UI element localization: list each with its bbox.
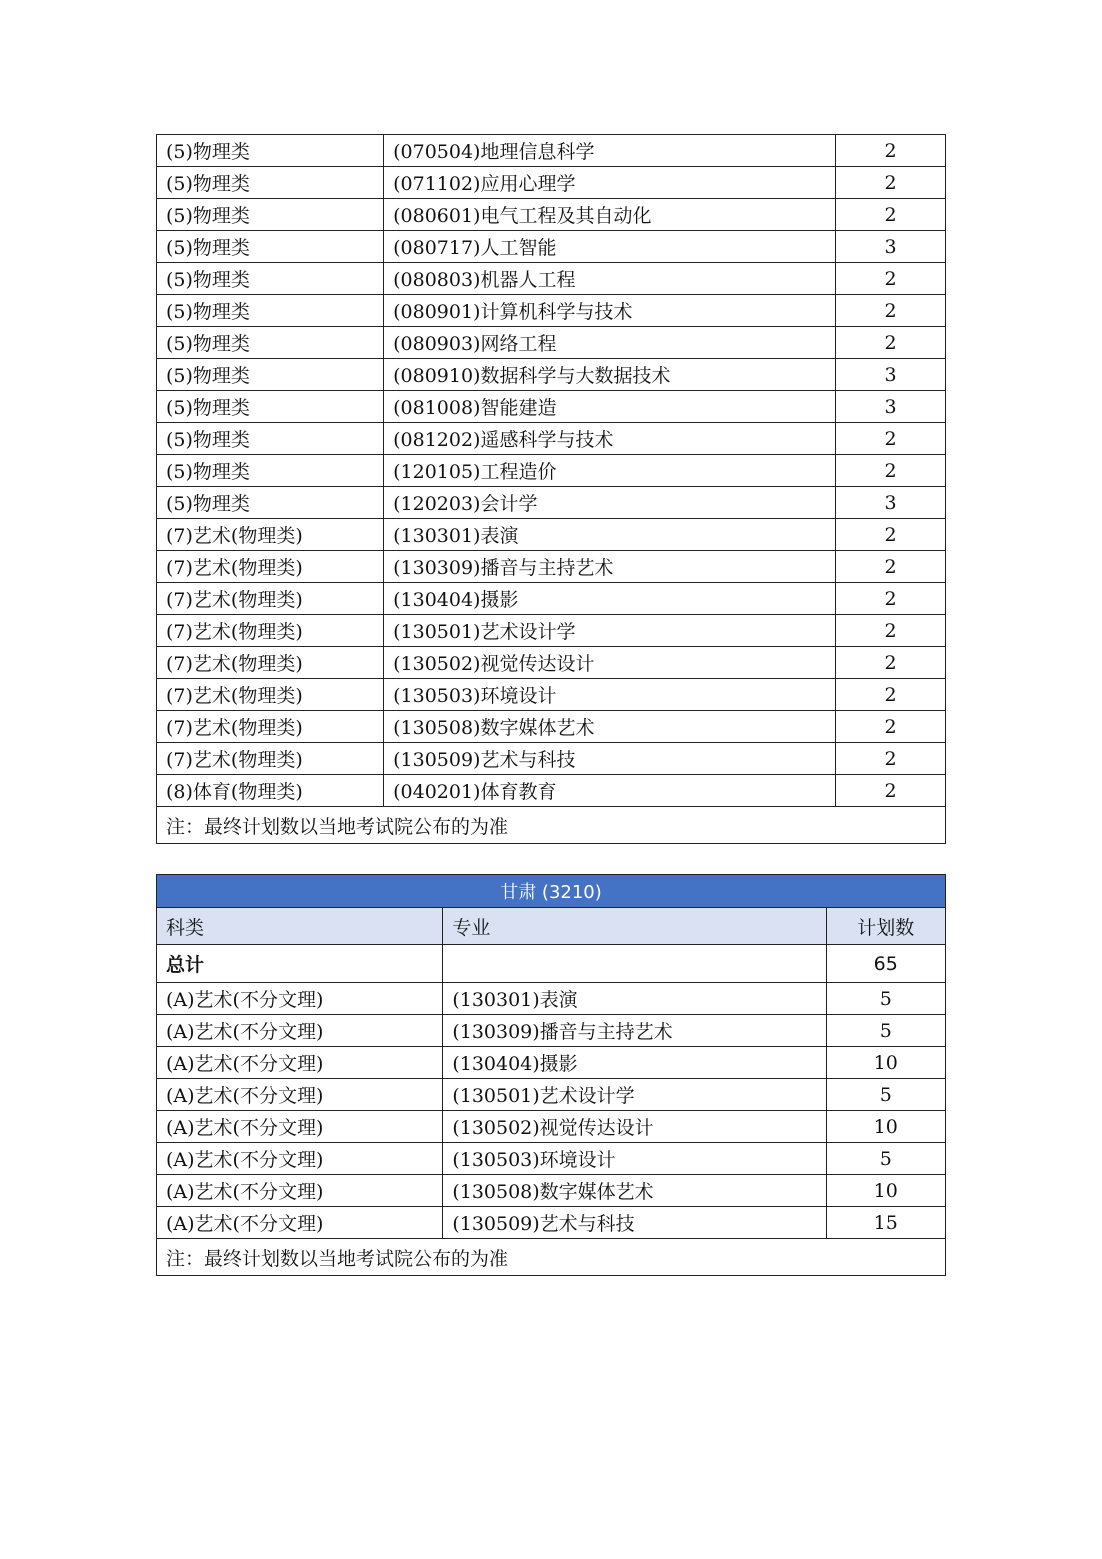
category-cell: (A)艺术(不分文理) [157, 1143, 443, 1175]
count-cell: 3 [836, 231, 946, 263]
total-row [157, 945, 946, 983]
table-row [157, 679, 946, 711]
category-cell: (5)物理类 [157, 455, 384, 487]
table-row [157, 327, 946, 359]
total-count: 65 [826, 945, 946, 983]
count-cell: 3 [836, 487, 946, 519]
count-cell: 2 [836, 615, 946, 647]
table-row [157, 455, 946, 487]
major-cell: (120203)会计学 [384, 487, 836, 519]
category-cell: (A)艺术(不分文理) [157, 983, 443, 1015]
category-cell: (7)艺术(物理类) [157, 743, 384, 775]
count-cell: 2 [836, 775, 946, 807]
count-cell: 2 [836, 647, 946, 679]
category-cell: (7)艺术(物理类) [157, 679, 384, 711]
category-cell: (5)物理类 [157, 167, 384, 199]
count-cell: 5 [826, 983, 946, 1015]
major-cell: (080803)机器人工程 [384, 263, 836, 295]
count-cell: 2 [836, 263, 946, 295]
category-cell: (7)艺术(物理类) [157, 583, 384, 615]
category-cell: (A)艺术(不分文理) [157, 1047, 443, 1079]
table-row [157, 1143, 946, 1175]
major-cell: (130502)视觉传达设计 [384, 647, 836, 679]
major-cell: (130502)视觉传达设计 [443, 1111, 826, 1143]
count-cell: 3 [836, 359, 946, 391]
major-cell: (130404)摄影 [384, 583, 836, 615]
table-row [157, 1079, 946, 1111]
major-cell: (130501)艺术设计学 [384, 615, 836, 647]
count-cell: 2 [836, 711, 946, 743]
column-header-count: 计划数 [826, 908, 946, 945]
major-cell: (080910)数据科学与大数据技术 [384, 359, 836, 391]
table-row [157, 519, 946, 551]
table-row [157, 1207, 946, 1239]
column-header-row [157, 908, 946, 945]
category-cell: (7)艺术(物理类) [157, 519, 384, 551]
province-title: 甘肃 (3210) [157, 875, 946, 908]
count-cell: 2 [836, 455, 946, 487]
major-cell: (130509)艺术与科技 [443, 1207, 826, 1239]
count-cell: 2 [836, 295, 946, 327]
table-row [157, 263, 946, 295]
count-cell: 10 [826, 1175, 946, 1207]
category-cell: (5)物理类 [157, 231, 384, 263]
category-cell: (5)物理类 [157, 327, 384, 359]
major-cell: (130309)播音与主持艺术 [443, 1015, 826, 1047]
column-header-major: 专业 [443, 908, 826, 945]
category-cell: (A)艺术(不分文理) [157, 1207, 443, 1239]
major-cell: (080717)人工智能 [384, 231, 836, 263]
table-row [157, 551, 946, 583]
enrollment-table-continued [156, 134, 946, 844]
total-major [443, 945, 826, 983]
category-cell: (5)物理类 [157, 423, 384, 455]
category-cell: (A)艺术(不分文理) [157, 1175, 443, 1207]
major-cell: (081202)遥感科学与技术 [384, 423, 836, 455]
category-cell: (7)艺术(物理类) [157, 711, 384, 743]
note-row [157, 807, 946, 844]
table-row [157, 487, 946, 519]
count-cell: 3 [836, 391, 946, 423]
category-cell: (5)物理类 [157, 263, 384, 295]
province-title-row [157, 875, 946, 908]
major-cell: (070504)地理信息科学 [384, 135, 836, 167]
major-cell: (130404)摄影 [443, 1047, 826, 1079]
category-cell: (A)艺术(不分文理) [157, 1015, 443, 1047]
count-cell: 5 [826, 1143, 946, 1175]
major-cell: (130301)表演 [384, 519, 836, 551]
count-cell: 10 [826, 1047, 946, 1079]
count-cell: 2 [836, 551, 946, 583]
table-row [157, 231, 946, 263]
category-cell: (5)物理类 [157, 199, 384, 231]
count-cell: 2 [836, 167, 946, 199]
category-cell: (5)物理类 [157, 135, 384, 167]
table-row [157, 359, 946, 391]
note-text: 注：最终计划数以当地考试院公布的为准 [157, 807, 946, 844]
table-row [157, 167, 946, 199]
count-cell: 2 [836, 679, 946, 711]
major-cell: (130509)艺术与科技 [384, 743, 836, 775]
major-cell: (130501)艺术设计学 [443, 1079, 826, 1111]
major-cell: (130301)表演 [443, 983, 826, 1015]
table-row [157, 615, 946, 647]
category-cell: (7)艺术(物理类) [157, 615, 384, 647]
table-row [157, 135, 946, 167]
count-cell: 2 [836, 743, 946, 775]
major-cell: (040201)体育教育 [384, 775, 836, 807]
note-row [157, 1239, 946, 1276]
category-cell: (5)物理类 [157, 487, 384, 519]
category-cell: (8)体育(物理类) [157, 775, 384, 807]
table-row [157, 1047, 946, 1079]
major-cell: (080601)电气工程及其自动化 [384, 199, 836, 231]
table-row [157, 1015, 946, 1047]
category-cell: (A)艺术(不分文理) [157, 1111, 443, 1143]
major-cell: (130503)环境设计 [384, 679, 836, 711]
table-row [157, 199, 946, 231]
table-row [157, 775, 946, 807]
major-cell: (080901)计算机科学与技术 [384, 295, 836, 327]
major-cell: (130503)环境设计 [443, 1143, 826, 1175]
table-row [157, 583, 946, 615]
table-row [157, 743, 946, 775]
table-body [157, 135, 946, 807]
column-header-category: 科类 [157, 908, 443, 945]
count-cell: 2 [836, 519, 946, 551]
major-cell: (130508)数字媒体艺术 [384, 711, 836, 743]
count-cell: 15 [826, 1207, 946, 1239]
major-cell: (081008)智能建造 [384, 391, 836, 423]
table-row [157, 711, 946, 743]
major-cell: (130309)播音与主持艺术 [384, 551, 836, 583]
major-cell: (071102)应用心理学 [384, 167, 836, 199]
count-cell: 2 [836, 583, 946, 615]
table-row [157, 1111, 946, 1143]
note-text: 注：最终计划数以当地考试院公布的为准 [157, 1239, 946, 1276]
total-label: 总计 [157, 945, 443, 983]
table-row [157, 983, 946, 1015]
major-cell: (080903)网络工程 [384, 327, 836, 359]
table-row [157, 423, 946, 455]
count-cell: 2 [836, 423, 946, 455]
gansu-enrollment-table [156, 874, 946, 1276]
major-cell: (130508)数字媒体艺术 [443, 1175, 826, 1207]
category-cell: (5)物理类 [157, 359, 384, 391]
count-cell: 2 [836, 327, 946, 359]
category-cell: (7)艺术(物理类) [157, 647, 384, 679]
category-cell: (A)艺术(不分文理) [157, 1079, 443, 1111]
table-row [157, 391, 946, 423]
count-cell: 5 [826, 1015, 946, 1047]
count-cell: 2 [836, 199, 946, 231]
table-body [157, 983, 946, 1239]
category-cell: (5)物理类 [157, 391, 384, 423]
major-cell: (120105)工程造价 [384, 455, 836, 487]
count-cell: 2 [836, 135, 946, 167]
category-cell: (7)艺术(物理类) [157, 551, 384, 583]
table-row [157, 295, 946, 327]
count-cell: 5 [826, 1079, 946, 1111]
table-row [157, 647, 946, 679]
count-cell: 10 [826, 1111, 946, 1143]
category-cell: (5)物理类 [157, 295, 384, 327]
table-row [157, 1175, 946, 1207]
